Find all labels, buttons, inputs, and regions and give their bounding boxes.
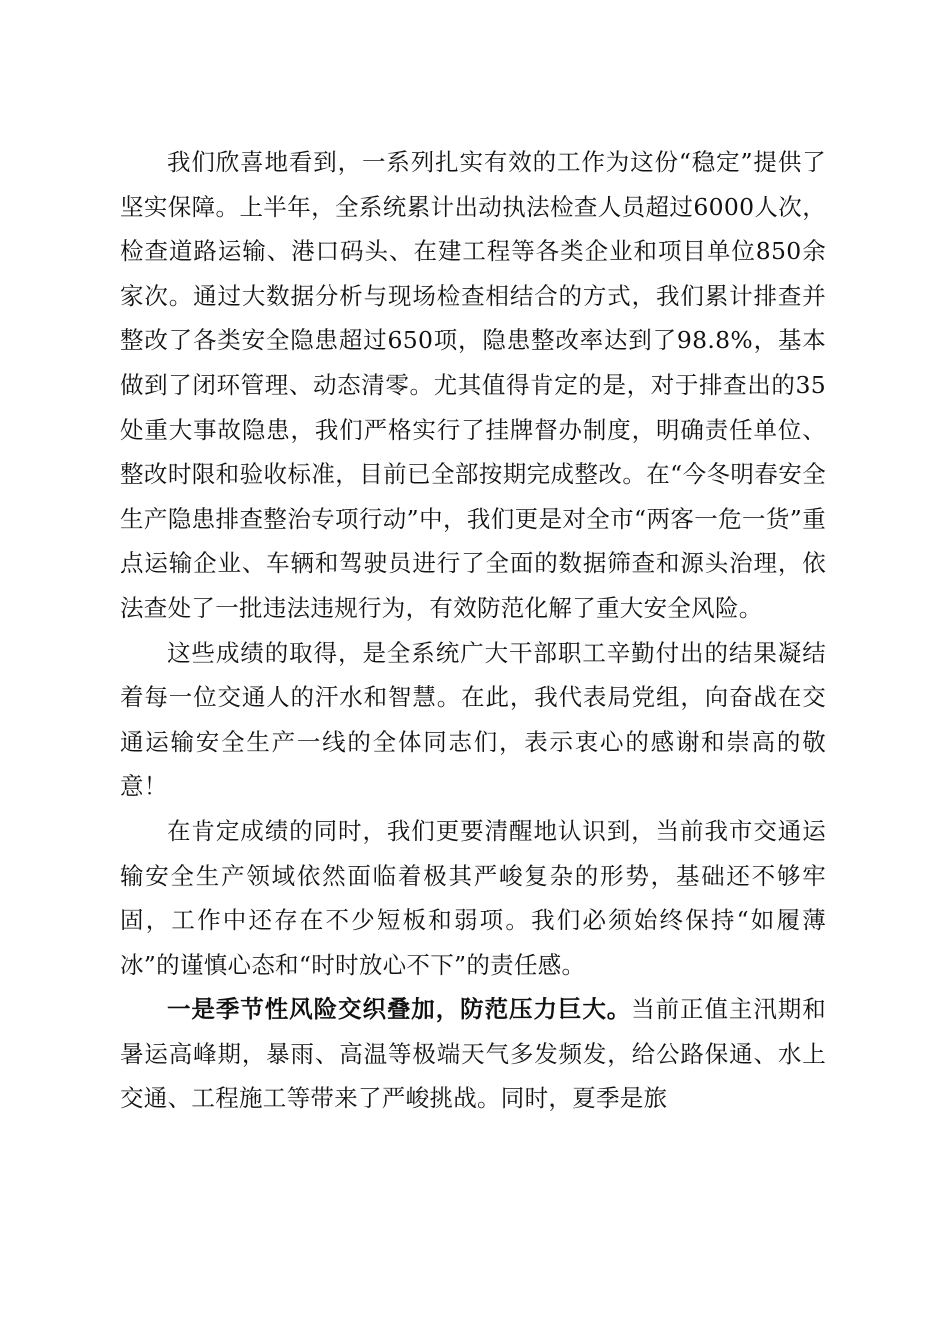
- paragraph-1: [120, 140, 826, 631]
- paragraph-3-text: 在肯定成绩的同时，我们更要清醒地认识到，当前我市交通运输安全生产领域依然面临着极其严峻复杂的形势，基础还不够牢固，工作中还存在不少短板和弱项。我们必须始终保持“如履薄冰”的谨慎心态和“时时放心不下”的责任感。: [120, 816, 826, 979]
- paragraph-4-text: 当前正值主汛期和暑运高峰期，暴雨、高温等极端天气多发频发，给公路保通、水上交通、工程施工等带来了严峻挑战。同时，夏季是旅: [120, 995, 827, 1113]
- paragraph-3: [120, 809, 826, 987]
- paragraph-2-text: 这些成绩的取得，是全系统广大干部职工辛勤付出的结果凝结着每一位交通人的汗水和智慧。在此，我代表局党组，向奋战在交通运输安全生产一线的全体同志们，表示衷心的感谢和崇高的敬意！: [120, 638, 826, 801]
- paragraph-1-text: 我们欣喜地看到，一系列扎实有效的工作为这份“稳定”提供了坚实保障。上半年，全系统累计出动执法检查人员超过6000人次，检查道路运输、港口码头、在建工程等各类企业和项目单位850余家次。通过大数据分析与现场检查相结合的方式，我们累计排查并整改了各类安全隐患超过650项，隐患整改率达到了98.8%，基本做到了闭环管理、动态清零。尤其值得肯定的是，对于排查出的35处重大事故隐患，我们严格实行了挂牌督办制度，明确责任单位、整改时限和验收标准，目前已全部按期完成整改。在“今冬明春安全生产隐患排查整治专项行动”中，我们更是对全市“两客一危一货”重点运输企业、车辆和驾驶员进行了全面的数据筛查和源头治理，依法查处了一批违法违规行为，有效防范化解了重大安全风险。: [120, 148, 826, 622]
- document-body: [120, 140, 826, 1121]
- paragraph-2: [120, 631, 826, 809]
- paragraph-4-lead: 一是季节性风险交织叠加，防范压力巨大。: [167, 995, 632, 1024]
- paragraph-4: [120, 987, 826, 1121]
